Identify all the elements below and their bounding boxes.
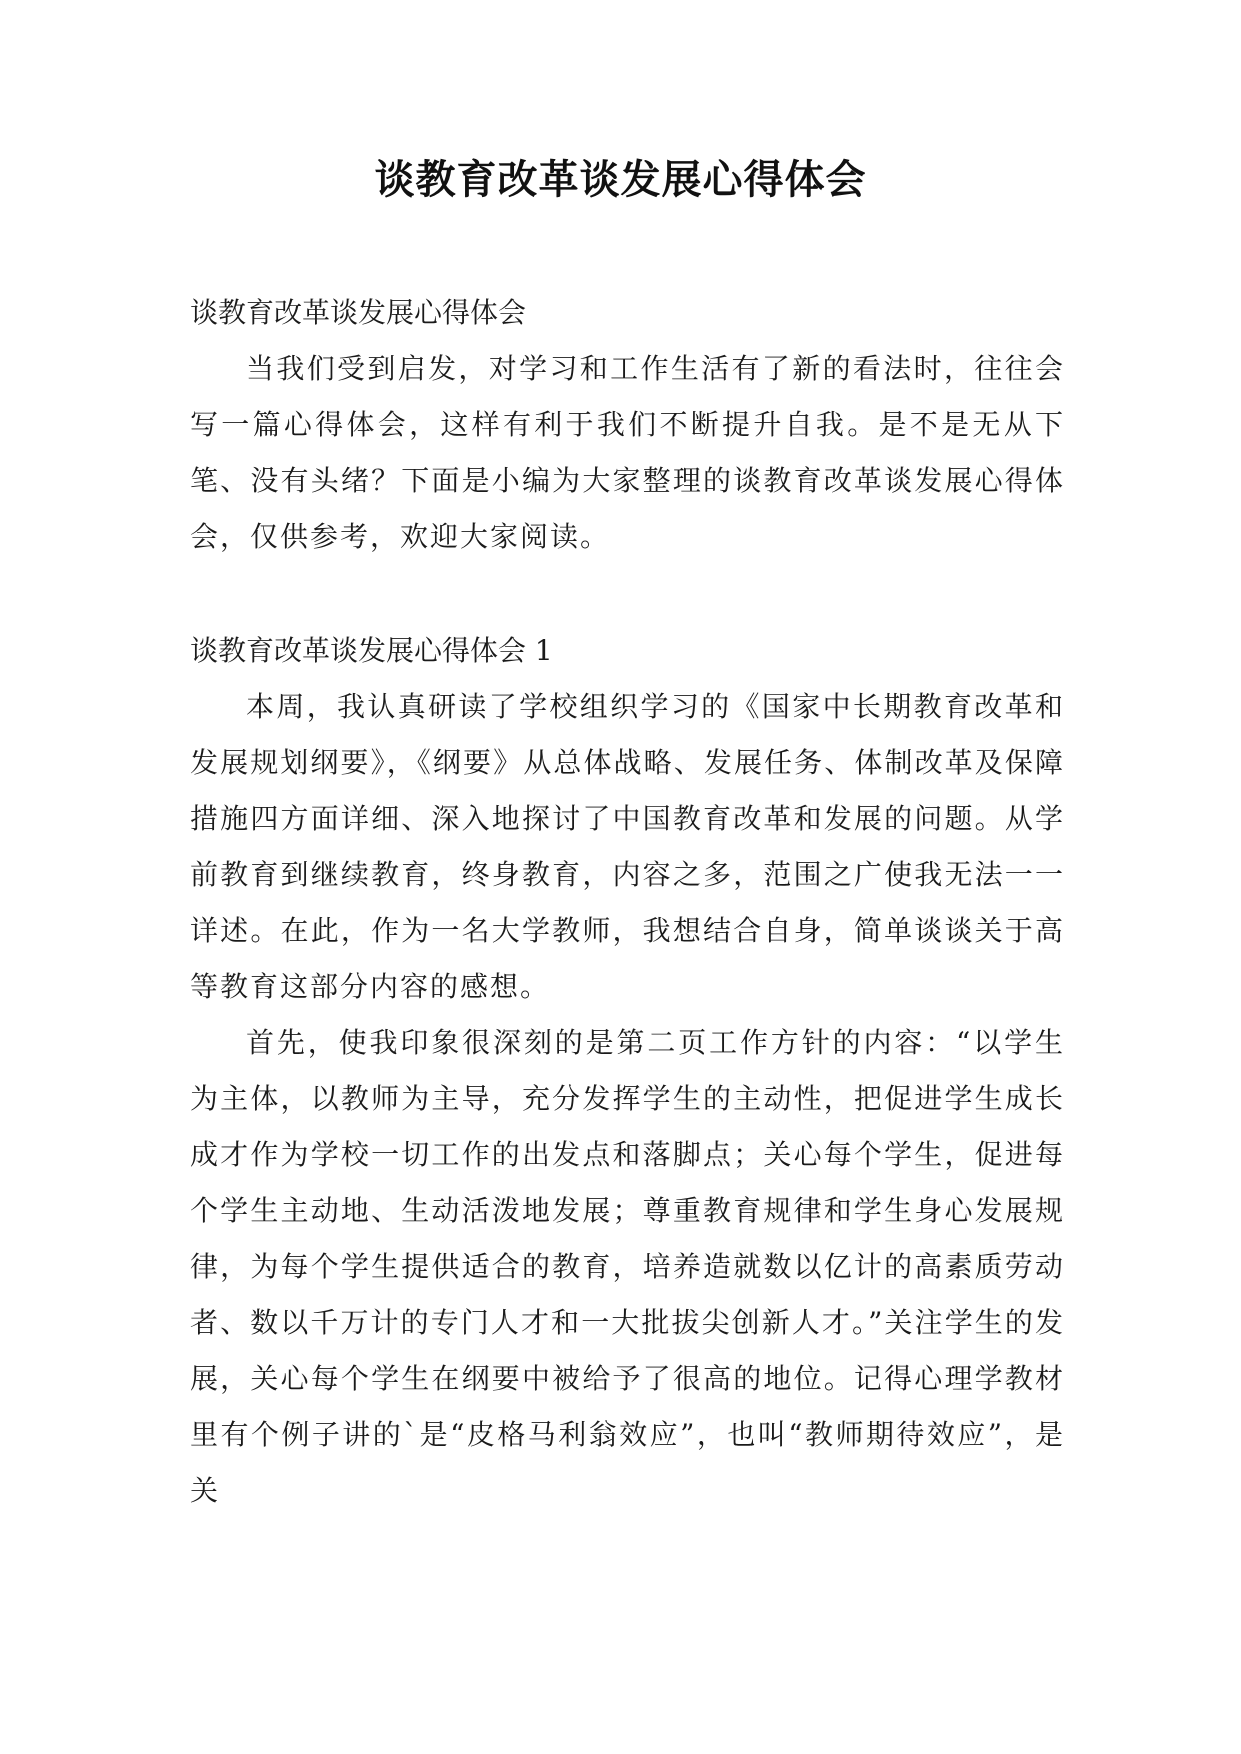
- section1-paragraph: 本周，我认真研读了学校组织学习的《国家中长期教育改革和发展规划纲要》，《纲要》从总体战略、发展任务、体制改革及保障措施四方面详细、深入地探讨了中国教育改革和发展的问题。从学前教育到继续教育，终身教育，内容之多，范围之广使我无法一一详述。在此，作为一名大学教师，我想结合自身，简单谈谈关于高等教育这部分内容的感想。: [190, 690, 1065, 1003]
- document-title: 谈教育改革谈发展心得体会: [374, 157, 867, 203]
- intro-heading: 谈教育改革谈发展心得体会: [190, 296, 527, 329]
- section-gap: [190, 565, 1065, 623]
- intro-paragraph: 当我们受到启发，对学习和工作生活有了新的看法时，往往会写一篇心得体会，这样有利于我们不断提升自我。是不是无从下笔、没有头绪？下面是小编为大家整理的谈教育改革谈发展心得体会，仅供参考，欢迎大家阅读。: [190, 352, 1065, 553]
- document-body: [190, 285, 1065, 1519]
- section1-paragraph: 首先，使我印象很深刻的是第二页工作方针的内容：“以学生为主体，以教师为主导，充分发挥学生的主动性，把促进学生成长成才作为学校一切工作的出发点和落脚点；关心每个学生，促进每个学生主动地、生动活泼地发展；尊重教育规律和学生身心发展规律，为每个学生提供适合的教育，培养造就数以亿计的高素质劳动者、数以千万计的专门人才和一大批拔尖创新人才。”关注学生的发展，关心每个学生在纲要中被给予了很高的地位。记得心理学教材里有个例子讲的`是“皮格马利翁效应”，也叫“教师期待效应”，是关: [190, 1026, 1065, 1507]
- section1-heading: 谈教育改革谈发展心得体会 1: [190, 634, 553, 667]
